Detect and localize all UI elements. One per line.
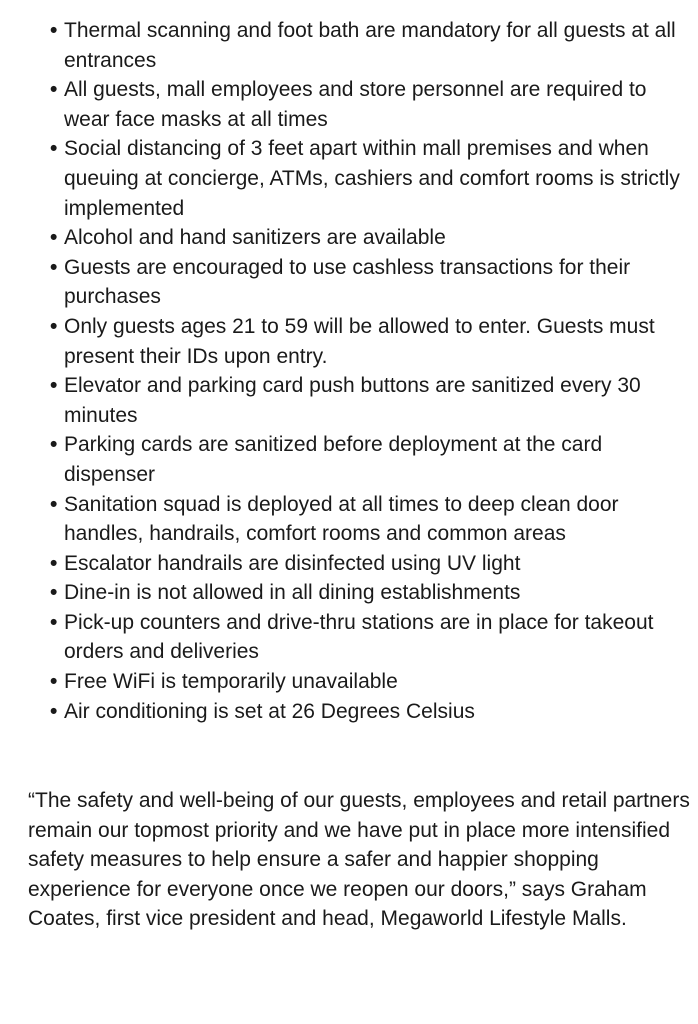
executive-quote: “The safety and well-being of our guests, employees and retail partners remain our topmost priority and we have put in place more intensified safety measures to help ensure a safer and happier shopping experience for everyone once we reopen our doors,” says Graham Coates, first vice president and head, Megaworld Lifestyle Malls. bbox=[28, 789, 690, 931]
list-item-text: Guests are encouraged to use cashless transactions for their purchases bbox=[64, 255, 631, 309]
list-item-text: Pick-up counters and drive-thru stations are in place for takeout orders and deliveries bbox=[64, 610, 654, 664]
list-item-text: Thermal scanning and foot bath are mandatory for all guests at all entrances bbox=[64, 19, 676, 72]
list-item bbox=[0, 578, 698, 608]
bullet-dot: • bbox=[50, 255, 58, 279]
bullet-dot: • bbox=[50, 433, 58, 457]
list-item-text: Air conditioning is set at 26 Degrees Celsius bbox=[64, 699, 475, 723]
bullet-dot: • bbox=[50, 78, 58, 102]
bullet-dot: • bbox=[50, 226, 58, 250]
bullet-dot: • bbox=[50, 670, 58, 694]
bullet-dot: • bbox=[50, 314, 58, 338]
list-item bbox=[0, 490, 698, 549]
bullet-dot: • bbox=[50, 492, 58, 516]
safety-measures-list bbox=[0, 16, 698, 726]
bullet-dot: • bbox=[50, 551, 58, 575]
list-item-text: Social distancing of 3 feet apart within mall premises and when queuing at concierge, ATMs, cashiers and comfort rooms is strictly implemented bbox=[64, 137, 680, 220]
bullet-dot: • bbox=[50, 699, 58, 723]
list-item bbox=[0, 134, 698, 223]
list-item bbox=[0, 371, 698, 430]
list-item bbox=[0, 223, 698, 253]
list-item bbox=[0, 253, 698, 312]
list-item-text: Escalator handrails are disinfected using UV light bbox=[64, 551, 521, 575]
list-item-text: Dine-in is not allowed in all dining establishments bbox=[64, 581, 521, 605]
list-item-text: Only guests ages 21 to 59 will be allowed to enter. Guests must present their IDs upon entry. bbox=[64, 314, 655, 368]
list-item-text: Elevator and parking card push buttons are sanitized every 30 minutes bbox=[64, 374, 641, 427]
list-item bbox=[0, 608, 698, 667]
list-item bbox=[0, 16, 698, 75]
list-item bbox=[0, 312, 698, 371]
list-item-text: All guests, mall employees and store personnel are required to wear face masks at all times bbox=[64, 78, 647, 131]
list-item bbox=[0, 667, 698, 697]
list-item bbox=[0, 549, 698, 579]
list-item bbox=[0, 430, 698, 489]
list-item-text: Alcohol and hand sanitizers are available bbox=[64, 226, 446, 250]
bullet-dot: • bbox=[50, 19, 58, 42]
bullet-dot: • bbox=[50, 137, 58, 161]
list-item-text: Sanitation squad is deployed at all times to deep clean door handles, handrails, comfort rooms and common areas bbox=[64, 492, 619, 546]
bullet-dot: • bbox=[50, 374, 58, 398]
list-item bbox=[0, 697, 698, 727]
bullet-dot: • bbox=[50, 610, 58, 634]
bullet-dot: • bbox=[50, 581, 58, 605]
list-item-text: Free WiFi is temporarily unavailable bbox=[64, 670, 398, 694]
list-item bbox=[0, 75, 698, 134]
list-item-text: Parking cards are sanitized before deployment at the card dispenser bbox=[64, 433, 603, 486]
